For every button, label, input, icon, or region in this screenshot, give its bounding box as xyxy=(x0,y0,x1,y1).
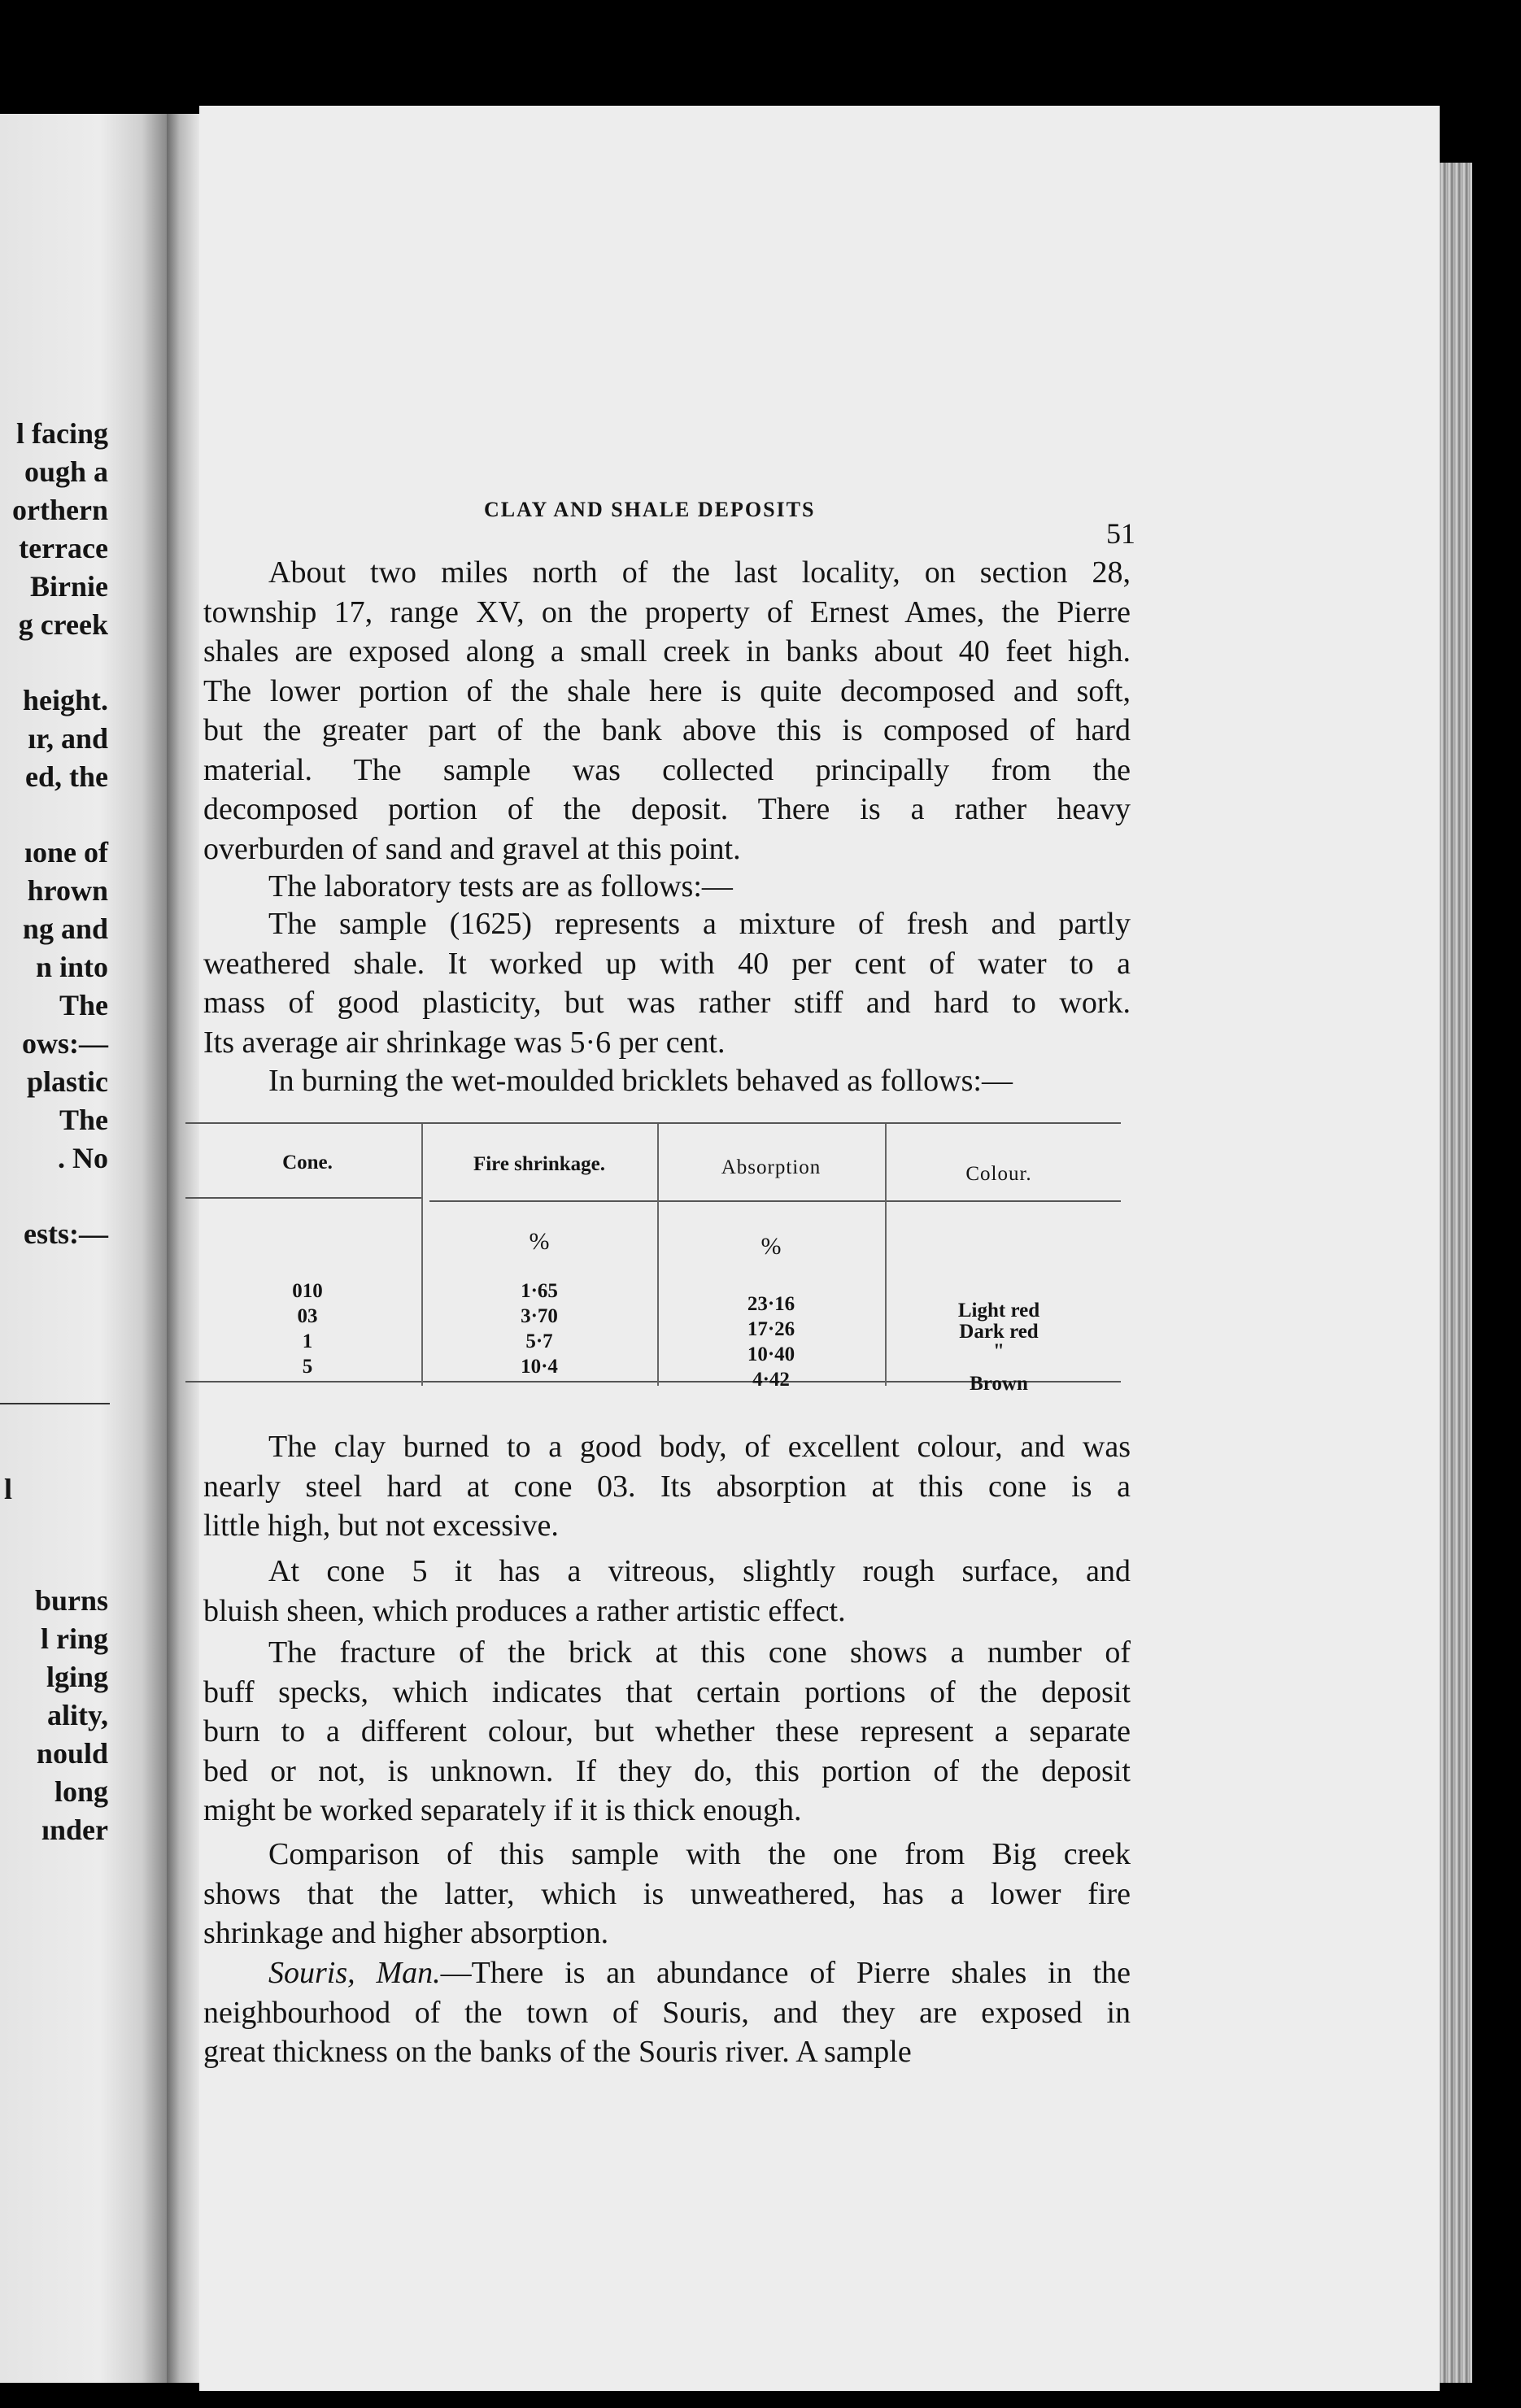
text-line: mass of good plasticity, but was rather stiff and hard to work. xyxy=(203,986,1131,1020)
table-head-rule xyxy=(185,1197,421,1199)
text-line: About two miles north of the last locality, on section 28, xyxy=(268,555,1131,590)
text-line: The fracture of the brick at this cone shows a number of xyxy=(268,1635,1131,1670)
table-header-colour: Colour. xyxy=(965,1163,1032,1185)
previous-page-text-fragment: burns xyxy=(34,1584,108,1617)
text-line: buff specks, which indicates that certain portions of the deposit xyxy=(203,1674,1131,1709)
table-cell-fire-shrinkage: 5·7 xyxy=(525,1330,553,1352)
text-line: might be worked separately if it is thick enough. xyxy=(203,1793,802,1827)
paragraph-comparison xyxy=(203,1835,1131,1953)
text-line: bed or not, is unknown. If they do, this portion of the deposit xyxy=(203,1753,1131,1788)
table-header-cone: Cone. xyxy=(282,1152,333,1174)
previous-page-strip xyxy=(0,114,167,2383)
previous-page-text-fragment: ed, the xyxy=(25,760,108,793)
previous-page-text-fragment: terrace xyxy=(19,532,108,564)
table-cell-absorption: 4·42 xyxy=(752,1369,790,1391)
text-line: shrinkage and higher absorption. xyxy=(203,1916,609,1950)
previous-page-text-fragment: height. xyxy=(22,684,108,716)
previous-page-text-fragment: l ring xyxy=(40,1622,108,1655)
paragraph-cone-5 xyxy=(203,1552,1131,1631)
text-line: great thickness on the banks of the Souris river. A sample xyxy=(203,2035,912,2069)
text-line: In burning the wet-moulded bricklets behaved as follows:— xyxy=(268,1064,1013,1098)
table-cell-absorption: 10·40 xyxy=(747,1343,795,1365)
previous-page-text-fragment: ough a xyxy=(24,455,108,488)
text-line: but the greater part of the bank above this is composed of hard xyxy=(203,713,1131,747)
text-line: The sample (1625) represents a mixture of fresh and partly xyxy=(268,907,1131,941)
text-line: burn to a different colour, but whether these represent a separate xyxy=(203,1714,1131,1748)
previous-page-rule xyxy=(0,1403,110,1404)
table-head-rule xyxy=(429,1200,1121,1202)
table-cell-cone: 010 xyxy=(292,1280,323,1302)
text-line: Comparison of this sample with the one from Big creek xyxy=(268,1837,1131,1871)
table-cell-fire-shrinkage: 1·65 xyxy=(521,1280,558,1302)
paragraph-fracture xyxy=(203,1633,1131,1831)
text-line: bluish sheen, which produces a rather artistic effect. xyxy=(203,1593,846,1628)
text-line xyxy=(203,1953,1131,1993)
table-col-divider xyxy=(657,1124,659,1386)
paragraph-sample-1625 xyxy=(203,904,1131,1062)
text-line: township 17, range XV, on the property of Ernest Ames, the Pierre xyxy=(203,594,1131,629)
paragraph-souris xyxy=(203,1953,1131,2072)
table-cell-colour: Brown xyxy=(970,1373,1028,1395)
text-line: shows that the latter, which is unweathered, has a lower fire xyxy=(203,1876,1131,1911)
previous-page-text-fragment: The xyxy=(59,989,108,1021)
table-cell-colour: " xyxy=(993,1340,1005,1362)
text-line: At cone 5 it has a vitreous, slightly rough surface, and xyxy=(268,1554,1131,1588)
table-cell-fire-shrinkage: 3·70 xyxy=(521,1305,558,1327)
previous-page-text-fragment: hrown xyxy=(27,874,108,907)
text-line: decomposed portion of the deposit. There is a rather heavy xyxy=(203,792,1131,826)
previous-page-text-fragment: ır, and xyxy=(28,722,108,755)
table-header-fire-shrinkage: Fire shrinkage. xyxy=(473,1153,606,1175)
text-line: The clay burned to a good body, of excellent colour, and was xyxy=(268,1430,1131,1464)
page-number: 51 xyxy=(1106,517,1135,550)
previous-page-text-fragment: lging xyxy=(46,1661,108,1693)
running-head: CLAY AND SHALE DEPOSITS xyxy=(484,498,816,521)
previous-page-text-fragment: ality, xyxy=(46,1699,108,1731)
paragraph-ames-property xyxy=(203,553,1131,869)
table-header-absorption: Absorption xyxy=(721,1156,822,1178)
table-cell-cone: 5 xyxy=(302,1356,313,1378)
previous-page-text-fragment: ng and xyxy=(22,912,108,945)
table-cell-absorption: 23·16 xyxy=(747,1293,795,1315)
paragraph-burned-body xyxy=(203,1427,1131,1546)
paragraph-lab-tests-intro xyxy=(203,867,1131,907)
table-col-divider xyxy=(885,1124,887,1386)
previous-page-text-fragment: l facing xyxy=(16,417,108,450)
text-line: The lower portion of the shale here is quite decomposed and soft, xyxy=(203,673,1131,708)
text-line: weathered shale. It worked up with 40 per cent of water to a xyxy=(203,946,1131,981)
text-run: —There is an abundance of Pierre shales in the xyxy=(440,1956,1131,1990)
table-top-rule xyxy=(185,1122,1121,1124)
text-line: The laboratory tests are as follows:— xyxy=(268,869,733,904)
previous-page-text-fragment: n into xyxy=(35,951,108,983)
previous-page-text-fragment: Birnie xyxy=(30,570,108,603)
page-edges xyxy=(1440,163,1472,2383)
table-cell-cone: 1 xyxy=(302,1330,313,1352)
previous-page-text-fragment: ows:— xyxy=(22,1027,108,1060)
table-cell-fire-shrinkage: 10·4 xyxy=(521,1356,558,1378)
previous-page-text-fragment: orthern xyxy=(12,494,108,526)
table-cell-absorption: 17·26 xyxy=(747,1318,795,1340)
table-cell-colour: Dark red xyxy=(959,1321,1039,1343)
previous-page-text-fragment: nould xyxy=(36,1737,108,1770)
previous-page-text-fragment: The xyxy=(59,1104,108,1136)
previous-page-text-fragment: long xyxy=(54,1775,108,1808)
table-col-divider xyxy=(421,1124,423,1386)
previous-page-text-fragment: ıone of xyxy=(24,836,108,869)
previous-page-text-fragment: g creek xyxy=(18,608,108,641)
previous-page-text-fragment: ests:— xyxy=(24,1217,108,1250)
previous-page-text-fragment: l xyxy=(3,1473,12,1505)
previous-page-text-fragment: plastic xyxy=(26,1065,108,1098)
text-line: neighbourhood of the town of Souris, and they are exposed in xyxy=(203,1995,1131,2030)
fire-shrinkage-unit: % xyxy=(529,1228,550,1255)
burning-results-table xyxy=(185,1106,1121,1407)
text-line: Its average air shrinkage was 5·6 per cent. xyxy=(203,1025,726,1060)
paragraph-burning-intro xyxy=(203,1061,1131,1101)
absorption-unit: % xyxy=(760,1233,782,1260)
table-cell-cone: 03 xyxy=(297,1305,318,1327)
previous-page-text-fragment: . No xyxy=(58,1142,108,1174)
previous-page-text-fragment: ınder xyxy=(41,1814,108,1846)
text-line: overburden of sand and gravel at this point. xyxy=(203,831,741,866)
text-line: shales are exposed along a small creek in banks about 40 feet high. xyxy=(203,634,1131,668)
table-cell-colour: Light red xyxy=(957,1300,1040,1322)
text-line: little high, but not excessive. xyxy=(203,1509,559,1543)
text-line: material. The sample was collected principally from the xyxy=(203,752,1131,787)
text-line: nearly steel hard at cone 03. Its absorption at this cone is a xyxy=(203,1469,1131,1504)
place-heading: Souris, Man. xyxy=(268,1956,441,1990)
